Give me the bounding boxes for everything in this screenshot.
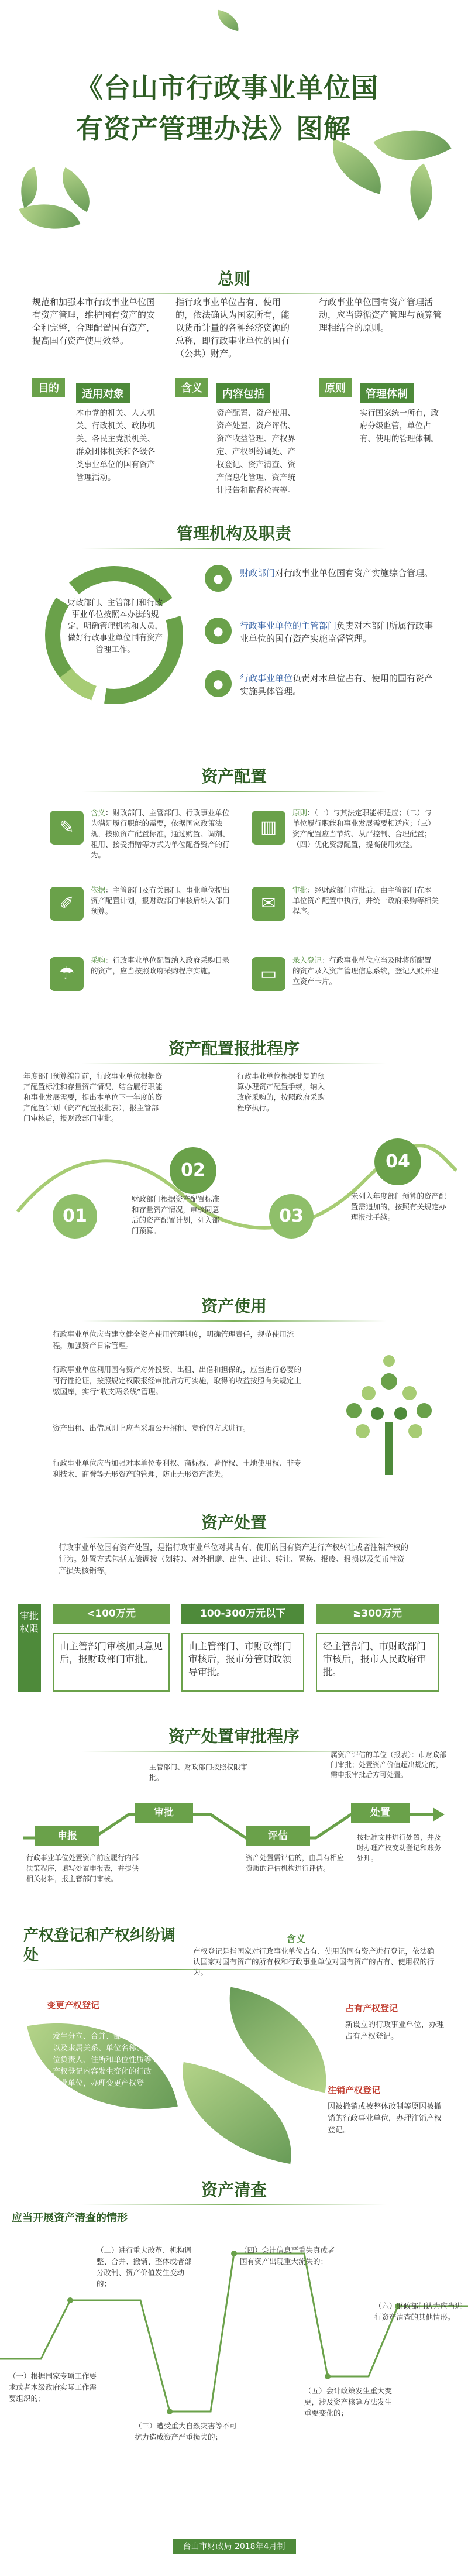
section-heading-disposal-flow: 资产处置审批程序 bbox=[0, 1724, 468, 1752]
disposal-flow-step-4-text: 按批准文件进行处置，并及时办理产权变动登记和账务处理。 bbox=[357, 1833, 442, 1862]
disposal-col-1-head: <100万元 bbox=[53, 1604, 170, 1624]
audit-case-6: （六）财政部门认为应当进行资产清查的其他情形。 bbox=[374, 2301, 463, 2321]
section-heading-approval: 资产配置报批程序 bbox=[0, 1036, 468, 1064]
disposal-col-2-head: 100-300万元以下 bbox=[181, 1604, 304, 1624]
title-line-1: 《台山市行政事业单位国 bbox=[76, 72, 378, 104]
audit-case-1: （一）根据国家专项工作要求或者本级政府实际工作需要组织的； bbox=[9, 2372, 97, 2403]
approval-step-3-text: 行政事业单位根据批复的预算办理资产配置手续，纳入政府采购的，按照政府采购程序执行。 bbox=[237, 1072, 325, 1112]
allocation-item-1: 含义：财政部门、主管部门、行政事业单位为满足履行职能的需要，依据国家政策法规，按照资产配置标准，通过购置、调剂、租用、接受捐赠等方式为单位配备资产的行为。 bbox=[91, 808, 230, 859]
disposal-col-1-text: 由主管部门审核加具意见后，报财政部门审批。 bbox=[53, 1633, 170, 1692]
user-icon: ● bbox=[205, 670, 232, 697]
audit-case-5: （五）会计政策发生重大变更，涉及资产核算方法发生重要变化的； bbox=[304, 2386, 393, 2417]
usage-para-3: 资产出租、出借原则上应当采取公开招租、竞价的方式进行。 bbox=[53, 1424, 250, 1432]
change-registration-text: 发生分立、合并、部分改制，以及隶属关系、单位名称、单位负责人、住所和单位性质等产权登记内容发生变化的行政事业单位，办理变更产权登记。 bbox=[53, 2032, 152, 2100]
user-icon: ● bbox=[205, 565, 232, 592]
approval-step-2-num: 02 bbox=[170, 1147, 216, 1194]
property-meaning-label: 含义 bbox=[287, 1933, 306, 1944]
usage-para-2: 行政事业单位利用国有资产对外投资、出租、出借和担保的，应当进行必要的可行性论证，按照规定权限报经审批后方可实施，取得的收益按照有关规定上缴国库，实行“收支两条线”管理。 bbox=[53, 1365, 302, 1396]
property-meaning-text: 产权登记是指国家对行政事业单位占有、使用的国有资产进行登记，依法确认国家对国有资产的所有权和行政事业单位对国有资产的占有、使用权的行为。 bbox=[193, 1947, 435, 1977]
disposal-intro: 行政事业单位国有资产处置，是指行政事业单位对其占有、使用的国有资产进行产权转让或者注销产权的行为。处置方式包括无偿调拨（划转）、对外捐赠、出售、出让、转让、置换、报废、报损以及货币性资产损失核销等。 bbox=[58, 1543, 409, 1576]
section-heading-org: 管理机构及职责 bbox=[0, 521, 468, 549]
approval-step-4-num: 04 bbox=[374, 1138, 421, 1185]
disposal-flow-step-2-text: 主管部门、财政部门按照权限审批。 bbox=[149, 1763, 248, 1782]
disposal-flow-step-1-text: 行政事业单位处置资产前应履行内部决策程序，填写处置申报表，并提供相关材料，报主管部门审核。 bbox=[26, 1854, 139, 1883]
disposal-flow-step-4: 处置 bbox=[351, 1803, 410, 1823]
change-registration-label: 变更产权登记 bbox=[47, 2000, 100, 2011]
approval-step-1-num: 01 bbox=[53, 1194, 97, 1239]
disposal-flow-note: 属资产评估的单位（报表）：市财政部门审批；处置资产价值超出规定的，需申报审批后方可处置。 bbox=[331, 1751, 447, 1779]
leaf-decoration bbox=[215, 10, 242, 31]
allocation-item-3: 依据：主管部门及有关部门、事业单位提出资产配置计划，报财政部门审核后纳入部门预算。 bbox=[91, 886, 230, 915]
disposal-col-3-head: ≥300万元 bbox=[316, 1604, 439, 1624]
disposal-flow-step-1: 申报 bbox=[35, 1826, 99, 1846]
purpose-tab: 目的 bbox=[32, 378, 65, 397]
duty-3-name: 行政事业单位 bbox=[240, 673, 293, 684]
leaf-decoration bbox=[12, 167, 46, 208]
section-heading-general: 总则 bbox=[0, 266, 468, 294]
usage-para-4: 行政事业单位应当加强对本单位专利权、商标权、著作权、土地使用权、非专利技术、商誉等无形资产的管理，防止无形资产流失。 bbox=[53, 1459, 302, 1479]
section-heading-property: 产权登记和产权纠纷调处 bbox=[23, 1926, 176, 1970]
duty-2-text: 负责对本部门所属行政事业单位的国有资产实施监督管理。 bbox=[240, 620, 433, 644]
disposal-col-2-text: 由主管部门、市财政部门审核后，报市分管财政领导审批。 bbox=[181, 1633, 304, 1692]
meaning-text: 指行政事业单位占有、使用的，依法确认为国家所有，能以货币计量的各种经济资源的总称，即行政事业单位的国有（公共）财产。 bbox=[176, 297, 290, 359]
approval-step-3-num: 03 bbox=[269, 1194, 314, 1239]
disposal-flow-step-3: 评估 bbox=[246, 1826, 310, 1846]
allocation-item-4: 审批：经财政部门审批后，由主管部门在本单位资产配置中执行，并统一政府采购等相关程序。 bbox=[292, 886, 439, 915]
section-heading-allocation: 资产配置 bbox=[0, 764, 468, 792]
page-title bbox=[76, 67, 404, 149]
allocation-item-6: 录入登记：行政事业单位应当及时将所配置的资产录入资产管理信息系统，登记入账并建立资产卡片。 bbox=[292, 956, 439, 986]
chat-icon: ✉ bbox=[252, 887, 285, 921]
disposal-col-3-text: 经主管部门、市财政部门审核后，报市人民政府审批。 bbox=[316, 1633, 439, 1692]
content-tab: 内容包括 bbox=[216, 383, 270, 403]
audit-case-3: （三）遭受重大自然灾害等不可抗力造成资产严重损失的； bbox=[135, 2421, 238, 2441]
audit-case-2: （二）进行重大改革、机构调整、合并、撤销、整体或者部分改制、资产价值发生变动的； bbox=[97, 2246, 192, 2288]
user-icon: ● bbox=[205, 618, 232, 644]
system-tab: 管理体制 bbox=[360, 383, 414, 403]
audit-zigzag-line bbox=[0, 2236, 468, 2482]
section-heading-audit: 资产清查 bbox=[0, 2177, 468, 2205]
section-heading-usage: 资产使用 bbox=[0, 1294, 468, 1322]
leaf-decoration bbox=[51, 167, 101, 212]
usage-para-1: 行政事业单位应当建立健全资产使用管理制度，明确管理责任，规范使用流程，加强资产日常管理。 bbox=[53, 1330, 294, 1350]
tree-icon bbox=[328, 1346, 450, 1481]
cancel-registration-label: 注销产权登记 bbox=[328, 2085, 381, 2095]
duty-3 bbox=[240, 672, 439, 698]
scope-tab: 适用对象 bbox=[76, 383, 130, 403]
umbrella-icon: ☂ bbox=[50, 957, 84, 991]
principle-tab: 原则 bbox=[319, 378, 352, 397]
meaning-tab: 含义 bbox=[176, 378, 208, 397]
duty-2-name: 行政事业单位的主管部门 bbox=[240, 620, 337, 631]
allocation-item-5: 采购：行政事业单位配置纳入政府采购目录的资产，应当按照政府采购程序实施。 bbox=[91, 956, 230, 975]
system-text: 实行国家统一所有，政府分级监管，单位占有、使用的管理体制。 bbox=[360, 409, 439, 444]
scope-text: 本市党的机关、人大机关、行政机关、政协机关、各民主党派机关、群众团体机关和各级各类事业单位的国有资产管理活动。 bbox=[76, 409, 155, 482]
duty-1 bbox=[240, 567, 439, 579]
footer-text: 台山市财政局 2018年4月制 bbox=[173, 2539, 296, 2554]
org-ring-text: 财政部门、主管部门和行政事业单位按照本办法的规定，明确管理机构和人员，做好行政事业单位国有资产管理工作。 bbox=[68, 598, 163, 654]
approval-step-2-text: 财政部门根据资产配置标准和存量资产情况，审核同意后的资产配置计划，列入部门预算。 bbox=[132, 1195, 220, 1235]
bar-chart-icon: ▥ bbox=[252, 811, 285, 845]
duty-3-text: 负责对本单位占有、使用的国有资产实施具体管理。 bbox=[240, 673, 433, 697]
duty-1-text: 对行政事业单位国有资产实施综合管理。 bbox=[275, 568, 433, 578]
principle-text: 行政事业单位国有资产管理活动，应当遵循资产管理与预算管理相结合的原则。 bbox=[319, 297, 442, 333]
approval-step-1-text: 年度部门预算编制前，行政事业单位根据资产配置标准和存量资产情况，结合履行职能和事业发展需要，提出本单位下一年度的资产配置计划（资产配置报批表），报主管部门审核后，报财政部门审批。 bbox=[23, 1072, 163, 1123]
leaf-decoration bbox=[215, 1987, 340, 2093]
cancel-registration-text: 因被撤销或被整体改制等原因被撤销的行政事业单位，办理注销产权登记。 bbox=[328, 2102, 442, 2135]
wrench-icon: ✎ bbox=[50, 811, 84, 845]
pen-icon: ✐ bbox=[50, 887, 84, 921]
allocation-item-2: 原则：（一）与其法定职能相适应；（二）与单位履行职能和事业发展需要相适应；（三）资产配置应当节约、从严控制、合理配置；（四）优化资源配置，提高使用效益。 bbox=[292, 808, 435, 849]
monitor-icon: ▭ bbox=[252, 957, 285, 991]
occupy-registration-text: 新设立的行政事业单位，办理占有产权登记。 bbox=[345, 2021, 445, 2041]
section-heading-disposal: 资产处置 bbox=[0, 1510, 468, 1538]
disposal-side-label: 审批权限 bbox=[18, 1604, 41, 1692]
audit-subheading: 应当开展资产清查的情形 bbox=[12, 2212, 128, 2224]
leaf-decoration bbox=[395, 163, 447, 220]
purpose-text: 规范和加强本市行政事业单位国有资产管理，维护国有资产的安全和完整，合理配置国有资产，提高国有资产使用效益。 bbox=[32, 297, 156, 346]
title-line-2: 有资产管理办法》图解 bbox=[76, 113, 351, 145]
approval-step-4-text: 未列入年度部门预算的资产配置需追加的，按照有关规定办理报批手续。 bbox=[351, 1192, 446, 1222]
duty-1-name: 财政部门 bbox=[240, 568, 276, 578]
disposal-flow-step-3-text: 资产处置需评估的，由具有相应资质的评估机构进行评估。 bbox=[246, 1854, 345, 1872]
disposal-flow-step-2: 审批 bbox=[135, 1803, 193, 1823]
footer bbox=[0, 2540, 468, 2558]
content-text: 资产配置、资产使用、资产处置、资产评估、资产收益管理、产权界定、产权纠纷调处、产权登记、资产清查、资产信息化管理、资产统计报告和监督检查等。 bbox=[216, 409, 295, 495]
duty-2 bbox=[240, 619, 439, 645]
occupy-registration-label: 占有产权登记 bbox=[345, 2003, 398, 2014]
audit-case-4: （四）会计信息严重失真或者国有资产出现重大流失的； bbox=[240, 2246, 335, 2266]
